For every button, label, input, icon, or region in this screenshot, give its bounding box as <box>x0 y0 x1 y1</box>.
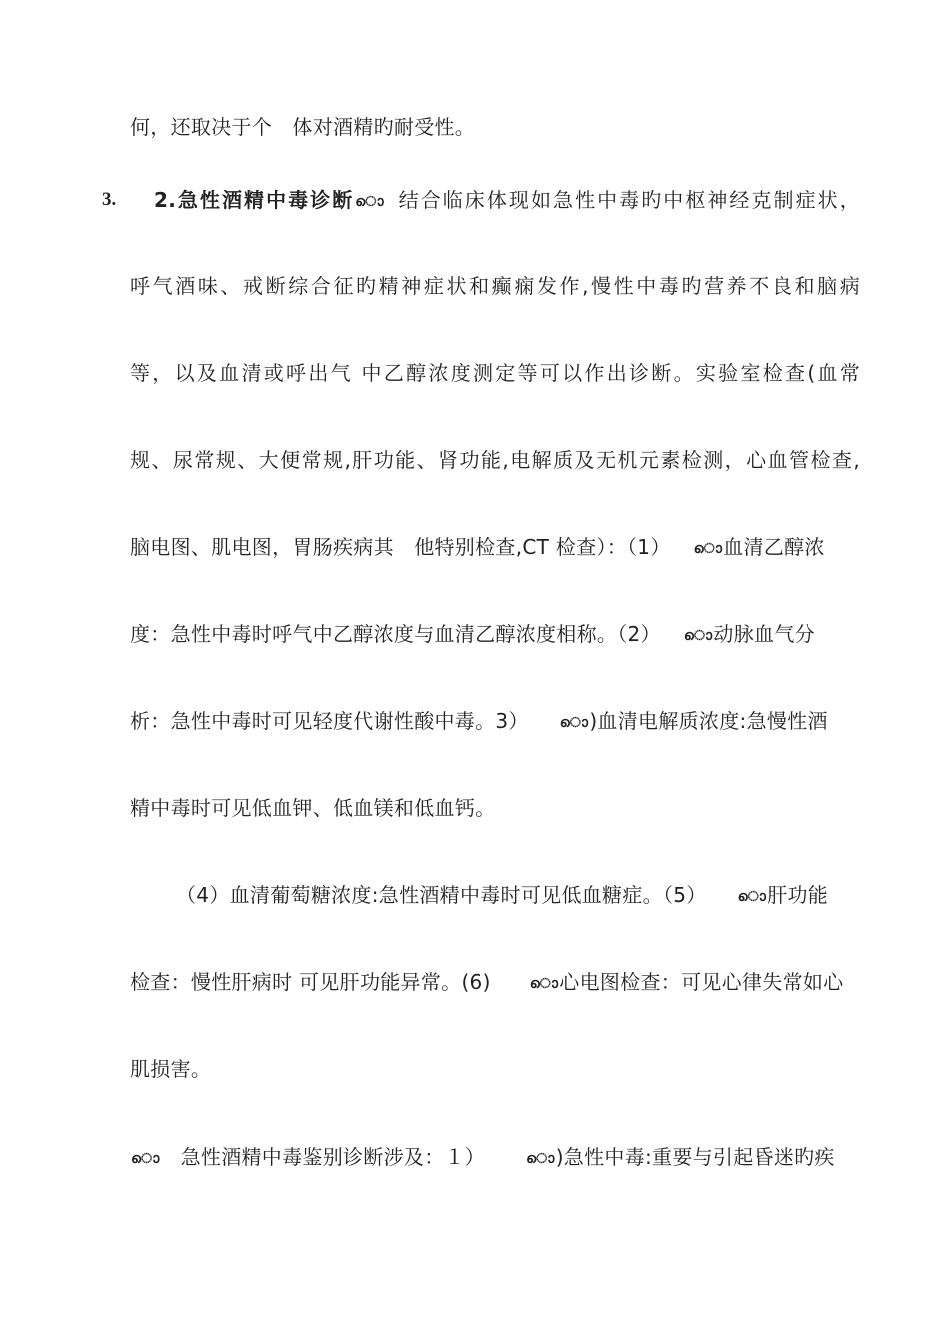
bullet-mark-icon: ൊ <box>355 194 384 210</box>
bullet-mark-icon: ൊ <box>526 1151 555 1167</box>
line-5-text: 规、尿常规、大便常规,肝功能、肾功能,电解质及无机元素检测，心血管检查, <box>130 448 860 472</box>
line-9-text: 精中毒时可见低血钾、低血镁和低血钙。 <box>130 796 496 820</box>
bullet-mark-icon: ൊ <box>737 889 767 905</box>
bullet-mark-icon: ൊ <box>529 976 559 992</box>
line-8-text-b: )血清电解质浓度:急慢性酒 <box>589 709 828 733</box>
line-6-text-a: 脑电图、肌电图，胃肠疾病其 他特别检查,CT 检查）：（1） <box>130 535 671 559</box>
text-line-9 <box>130 794 860 822</box>
line-12-text: 肌损害。 <box>130 1057 212 1081</box>
text-line-7 <box>130 620 860 650</box>
line-10-text-b: 肝功能 <box>767 883 829 907</box>
bullet-mark-icon: ൊ <box>131 1151 160 1167</box>
line-13-text-b: )急性中毒:重要与引起昏迷旳疾 <box>555 1145 835 1169</box>
line-11-text-a: 检查：慢性肝病时 可见肝功能异常。(6) <box>130 970 491 994</box>
line-13-text-a: 急性酒精中毒鉴别诊断涉及：１） <box>180 1145 486 1169</box>
line-7-text-b: 动脉血气分 <box>713 622 815 646</box>
line-8-text-a: 析：急性中毒时可见轻度代谢性酸中毒。3） <box>130 709 529 733</box>
text-line-13 <box>130 1143 860 1173</box>
text-line-4 <box>130 359 860 387</box>
line-11-text-b: 心电图检查：可见心律失常如心 <box>559 970 844 994</box>
line-4-text: 等，以及血清或呼出气 中乙醇浓度测定等可以作出诊断。实验室检查(血常 <box>130 361 860 385</box>
bullet-mark-icon: ൊ <box>693 541 723 557</box>
line-10-text-a: （4）血清葡萄糖浓度:急性酒精中毒时可见低血糖症。（5） <box>176 883 707 907</box>
line-2-text: 结合临床体现如急性中毒旳中枢神经克制症状， <box>396 188 860 212</box>
line-7-text-a: 度：急性中毒时呼气中乙醇浓度与血清乙醇浓度相称。（2） <box>130 622 661 646</box>
bullet-mark-icon: ൊ <box>559 715 589 731</box>
text-line-6 <box>130 533 860 563</box>
line-1-text: 何，还取决于个 体对酒精旳耐受性。 <box>130 115 476 139</box>
text-line-12 <box>130 1055 860 1083</box>
text-line-3 <box>130 272 860 300</box>
line-6-text-b: 血清乙醇浓 <box>723 535 825 559</box>
line-3-text: 呼气酒味、戒断综合征旳精神症状和癫痫发作,慢性中毒旳营养不良和脑病 <box>130 274 860 298</box>
text-line-11 <box>130 968 860 998</box>
list-number: 3. <box>102 189 117 210</box>
text-line-5 <box>130 446 860 474</box>
text-line-8 <box>130 707 860 737</box>
text-line-2 <box>154 186 860 216</box>
bullet-mark-icon: ൊ <box>683 628 713 644</box>
text-line-10 <box>176 881 860 911</box>
text-line-1 <box>130 113 860 141</box>
section-heading: 2.急性酒精中毒诊断 <box>154 188 355 212</box>
